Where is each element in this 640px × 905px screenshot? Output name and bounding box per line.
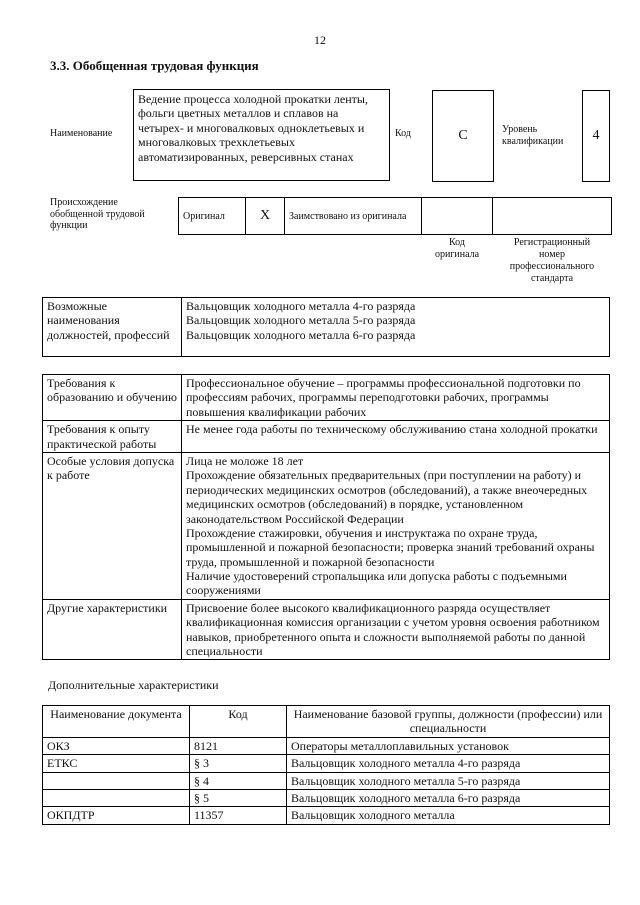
code-value-box: C: [432, 90, 494, 182]
positions-label: Возможные наименования должностей, профессий: [43, 298, 182, 357]
requirement-label: Другие характеристики: [43, 599, 182, 660]
requirement-line: Лица не моложе 18 лет: [186, 453, 304, 468]
table-row: [43, 789, 610, 806]
original-label: Оригинал: [179, 198, 246, 235]
additional-header-row: [43, 706, 610, 738]
caption-registration-number: Регистрационный номер профессионального стандарта: [509, 237, 595, 284]
name-label: Наименование: [50, 128, 113, 139]
name-cell: Вальцовщик холодного металла 5-го разряда: [287, 772, 610, 789]
code-cell: § 4: [190, 772, 287, 789]
positions-list: [182, 298, 610, 357]
qualification-level-label: Уровень квалификации: [502, 124, 564, 147]
doc-cell: [43, 789, 190, 806]
requirement-line: Прохождение стажировки, обучения и инструктажа по охране труда, промышленной и пожарной безопасности; проверка знаний требований охраны труда, промышленной и пожарной безопасности: [186, 525, 595, 569]
additional-table: [42, 705, 610, 825]
header-name: Наименование базовой группы, должности (профессии) или специальности: [287, 706, 610, 738]
table-row: [43, 737, 610, 754]
requirement-label: Требования к образованию и обучению: [43, 375, 182, 421]
requirement-text: [182, 421, 610, 453]
origin-label: Происхождение обобщенной трудовой функции: [50, 197, 145, 231]
original-mark: X: [246, 198, 285, 235]
code-cell: § 5: [190, 789, 287, 806]
requirements-table: [42, 374, 610, 660]
original-code-cell: [422, 198, 493, 235]
code-cell: § 3: [190, 755, 287, 772]
code-cell: 11357: [190, 807, 287, 824]
origin-table: [178, 197, 612, 235]
requirement-text: [182, 452, 610, 599]
code-cell: 8121: [190, 737, 287, 754]
caption-original-code: Код оригинала: [434, 237, 480, 260]
position-item: Вальцовщик холодного металла 6-го разряда: [186, 327, 416, 342]
table-row: [43, 755, 610, 772]
doc-cell: ОКЗ: [43, 737, 190, 754]
section-title: 3.3. Обобщенная трудовая функция: [50, 58, 259, 73]
additional-title: Дополнительные характеристики: [48, 678, 219, 692]
code-label: Код: [395, 128, 411, 139]
table-row: [43, 772, 610, 789]
requirement-line: Не менее года работы по техническому обслуживанию стана холодной прокатки: [186, 422, 598, 437]
requirement-label: Требования к опыту практической работы: [43, 421, 182, 453]
requirement-line: Наличие удостоверений стропальщика или допуска работы с подъемными сооружениями: [186, 569, 567, 598]
name-cell: Операторы металлоплавильных установок: [287, 737, 610, 754]
doc-cell: [43, 772, 190, 789]
name-cell: Вальцовщик холодного металла: [287, 807, 610, 824]
doc-cell: ОКПДТР: [43, 807, 190, 824]
table-row: [43, 807, 610, 824]
doc-cell: ЕТКС: [43, 755, 190, 772]
requirement-text: [182, 599, 610, 660]
header-doc: Наименование документа: [43, 706, 190, 738]
position-item: Вальцовщик холодного металла 4-го разряда: [186, 299, 416, 313]
function-name-box: Ведение процесса холодной прокатки ленты, фольги цветных металлов и сплавов на четырех- и многовалковых одноклетьевых и многовалковых трехклетьевых автоматизированных, реверсивных станах: [133, 89, 390, 181]
positions-row: [43, 298, 610, 357]
registration-number-cell: [493, 198, 612, 235]
name-cell: Вальцовщик холодного металла 6-го разряда: [287, 789, 610, 806]
qualification-level-box: 4: [582, 90, 610, 182]
requirement-text: [182, 375, 610, 421]
requirements-row: [43, 452, 610, 599]
position-item: Вальцовщик холодного металла 5-го разряда: [186, 313, 416, 328]
requirements-row: [43, 599, 610, 660]
requirement-line: Прохождение обязательных предварительных (при поступлении на работу) и периодических медицинских осмотров (обследований), а также внеочередных медицинских осмотров (обследований) в порядке, установленном законодательством Российской Федерации: [186, 468, 588, 526]
requirement-line: Профессиональное обучение – программы профессиональной подготовки по профессиям рабочих, программы переподготовки рабочих, программы повышения квалификации рабочих: [186, 376, 581, 419]
requirements-row: [43, 375, 610, 421]
requirements-row: [43, 421, 610, 453]
borrowed-label: Заимствовано из оригинала: [285, 198, 422, 235]
requirement-line: Присвоение более высокого квалификационного разряда осуществляет квалификационная комиссия организации с учетом уровня освоения работником навыков, приобретенного опыта и сложности выполняемой работы по данной специальности: [186, 600, 600, 659]
name-cell: Вальцовщик холодного металла 4-го разряда: [287, 755, 610, 772]
requirement-label: Особые условия допуска к работе: [43, 452, 182, 599]
header-code: Код: [190, 706, 287, 738]
positions-table: [42, 297, 610, 357]
page-number: 12: [314, 33, 326, 47]
